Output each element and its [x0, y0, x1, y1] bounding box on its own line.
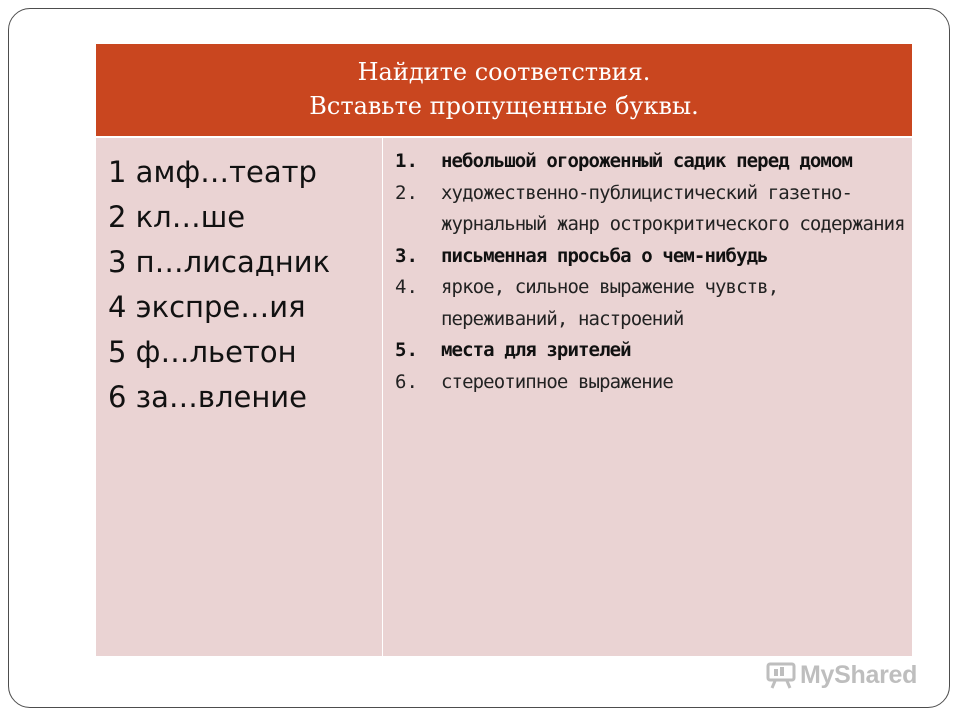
word-item-5: 5 ф…льетон [108, 335, 297, 369]
word-item-3: 3 п…лисадник [108, 245, 331, 279]
word-item-1: 1 амф…театр [108, 155, 317, 189]
definition-text: стереотипное выражение [441, 370, 673, 393]
definition-item-3 [395, 241, 912, 273]
definition-item-4 [395, 272, 912, 335]
definition-text: яркое, сильное выражение чувств, переживаний, настроений [441, 276, 779, 330]
matching-table [96, 44, 912, 656]
definition-item-6 [395, 367, 912, 399]
definitions-column [383, 138, 912, 656]
definition-number: 4. [395, 276, 418, 298]
definition-item-2 [395, 178, 912, 241]
header-line-2: Вставьте пропущенные буквы. [309, 92, 699, 120]
definition-number: 6. [395, 370, 418, 393]
words-column [96, 138, 382, 656]
definition-item-1 [395, 146, 912, 178]
header-line-1: Найдите соответствия. [357, 58, 651, 86]
table-body-row [96, 136, 912, 656]
definition-text: места для зрителей [441, 339, 631, 361]
definition-text: небольшой огороженный садик перед домом [441, 150, 853, 172]
word-item-4: 4 экспре…ия [108, 290, 306, 324]
presentation-board-icon [766, 661, 796, 689]
definition-number: 3. [395, 244, 418, 267]
table-header [96, 44, 912, 136]
definition-text: письменная просьба о чем-нибудь [441, 244, 768, 267]
definition-number: 5. [395, 339, 418, 361]
word-item-2: 2 кл…ше [108, 200, 246, 234]
definition-number: 2. [395, 181, 418, 204]
watermark-text: MyShared [800, 660, 918, 689]
definition-number: 1. [395, 150, 418, 172]
word-item-6: 6 за…вление [108, 380, 307, 414]
definition-item-5 [395, 335, 912, 367]
myshared-watermark [766, 657, 917, 693]
definition-text: художественно-публицистический газетно-журнальный жанр острокритического содержания [441, 181, 905, 235]
